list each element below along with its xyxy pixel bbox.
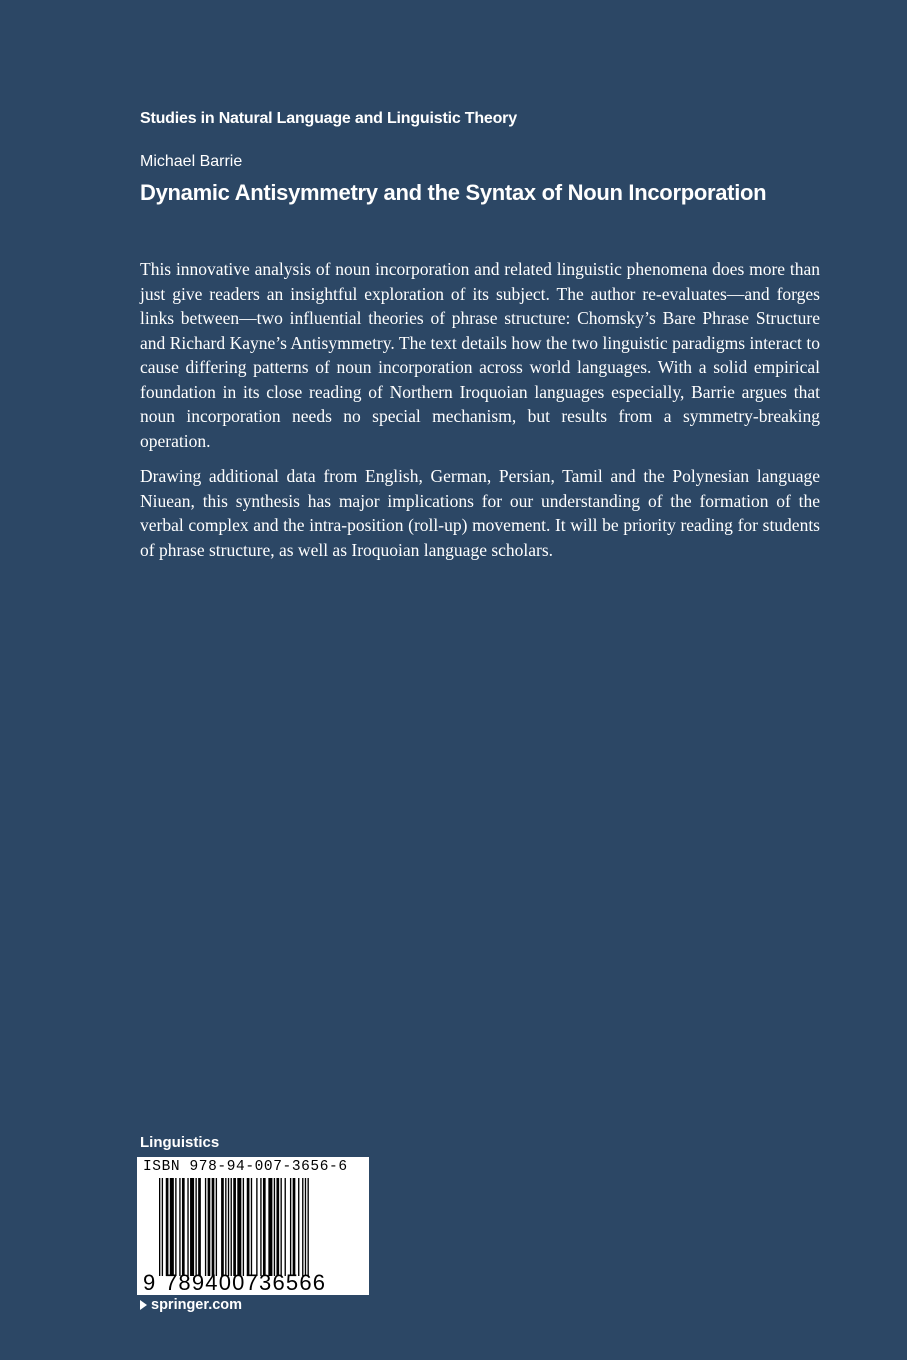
description-paragraph-1: This innovative analysis of noun incorporation and related linguistic phenomena does more than just give readers an insightful exploration of its subject. The author re-evaluates—and forges links between—two influential theories of phrase structure: Chomsky’s Bare Phrase Structure and Richard Kayne’s Antisymmetry. The text details how the two linguistic paradigms interact to cause differing patterns of noun incorporation across world languages. With a solid empirical foundation in its close reading of Northern Iroquoian languages especially, Barrie argues that noun incorporation needs no special mechanism, but results from a symmetry-breaking operation. <box>140 259 820 451</box>
isbn-label: ISBN 978-94-007-3656-6 <box>143 1159 348 1175</box>
description-paragraph-2: Drawing additional data from English, German, Persian, Tamil and the Polynesian language Niuean, this synthesis has major implications for our understanding of the formation of the verbal complex and the intra-position (roll-up) movement. It will be priority reading for students of phrase structure, as well as Iroquoian language scholars. <box>140 466 820 560</box>
publisher-link-text[interactable]: springer.com <box>151 1297 243 1313</box>
book-description <box>140 257 820 573</box>
arrow-right-icon <box>140 1300 147 1310</box>
author-name: Michael Barrie <box>140 153 243 170</box>
barcode-first-digit: 9 <box>143 1270 157 1295</box>
isbn-barcode <box>137 1157 369 1295</box>
barcode-bars <box>159 1178 363 1276</box>
series-title: Studies in Natural Language and Linguistic Theory <box>140 110 517 127</box>
book-title: Dynamic Antisymmetry and the Syntax of Noun Incorporation <box>140 180 767 205</box>
publisher-link[interactable] <box>140 1297 242 1313</box>
subject-category: Linguistics <box>140 1134 220 1151</box>
barcode-digits: 789400736566 <box>165 1270 327 1295</box>
